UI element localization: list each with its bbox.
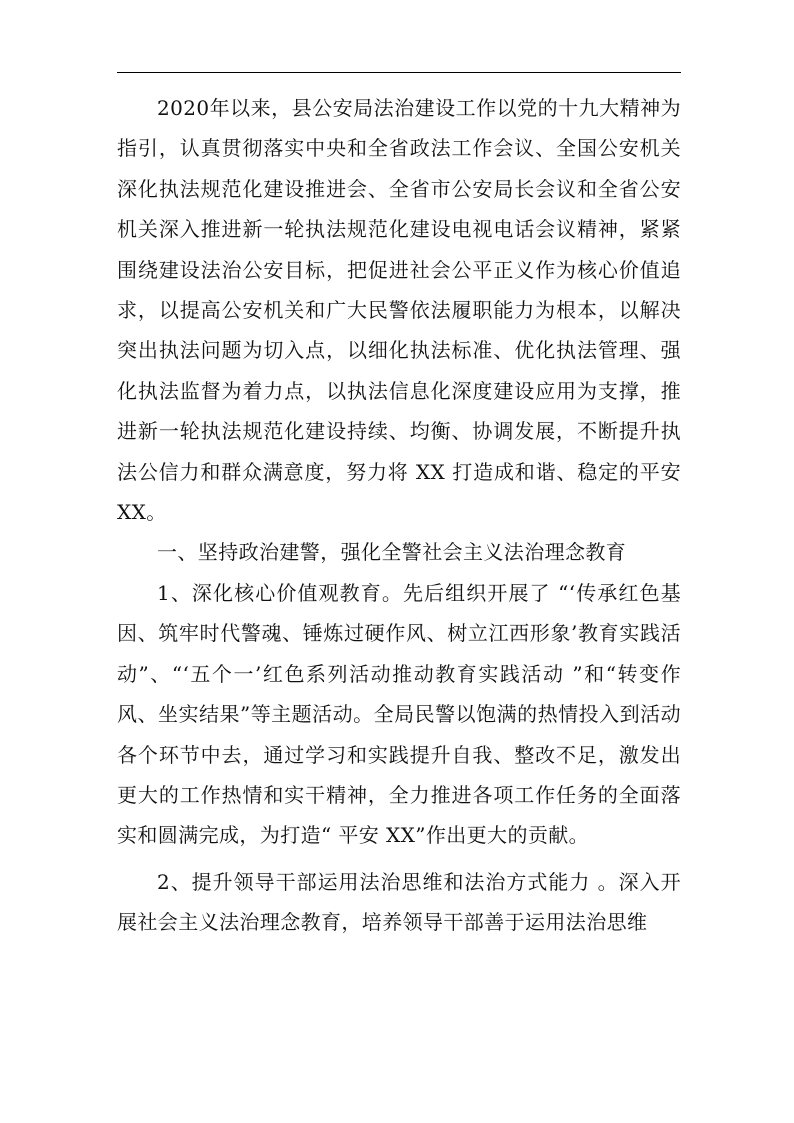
- section-heading-1: 一、坚持政治建警，强化全警社会主义法治理念教育: [157, 540, 627, 565]
- document-body: [117, 88, 681, 943]
- item-2-paragraph: 2、提升领导干部运用法治思维和法治方式能力 。深入开展社会主义法治理念教育，培养领导干部善于运用法治思维: [117, 869, 681, 935]
- item-1-paragraph: 1、深化核心价值观教育。先后组织开展了 “‘传承红色基因、筑牢时代警魂、锤炼过硬作风、树立江西形象’教育实践活动”、“‘五个一’红色系列活动推动教育实践活动 ”和“转变作风、坐实结果”等主题活动。全局民警以饱满的热情投入到活动各个环节中去，通过学习和实践提升自我、整改不足，激发出更大的工作热情和实干精神，全力推进各项工作任务的全面落实和圆满完成，为打造“ 平安 XX”作出更大的贡献。: [117, 580, 681, 848]
- header-rule: [117, 72, 681, 73]
- intro-paragraph: 2020年以来，县公安局法治建设工作以党的十九大精神为指引，认真贯彻落实中央和全省政法工作会议、全国公安机关深化执法规范化建设推进会、全省市公安局长会议和全省公安机关深入推进新一轮执法规范化建设电视电话会议精神，紧紧围绕建设法治公安目标，把促进社会公平正义作为核心价值追求，以提高公安机关和广大民警依法履职能力为根本，以解决突出执法问题为切入点，以细化执法标准、优化执法管理、强化执法监督为着力点，以执法信息化深度建设应用为支撑，推进新一轮执法规范化建设持续、均衡、协调发展，不断提升执法公信力和群众满意度，努力将 XX 打造成和谐、稳定的平安 XX。: [117, 96, 681, 525]
